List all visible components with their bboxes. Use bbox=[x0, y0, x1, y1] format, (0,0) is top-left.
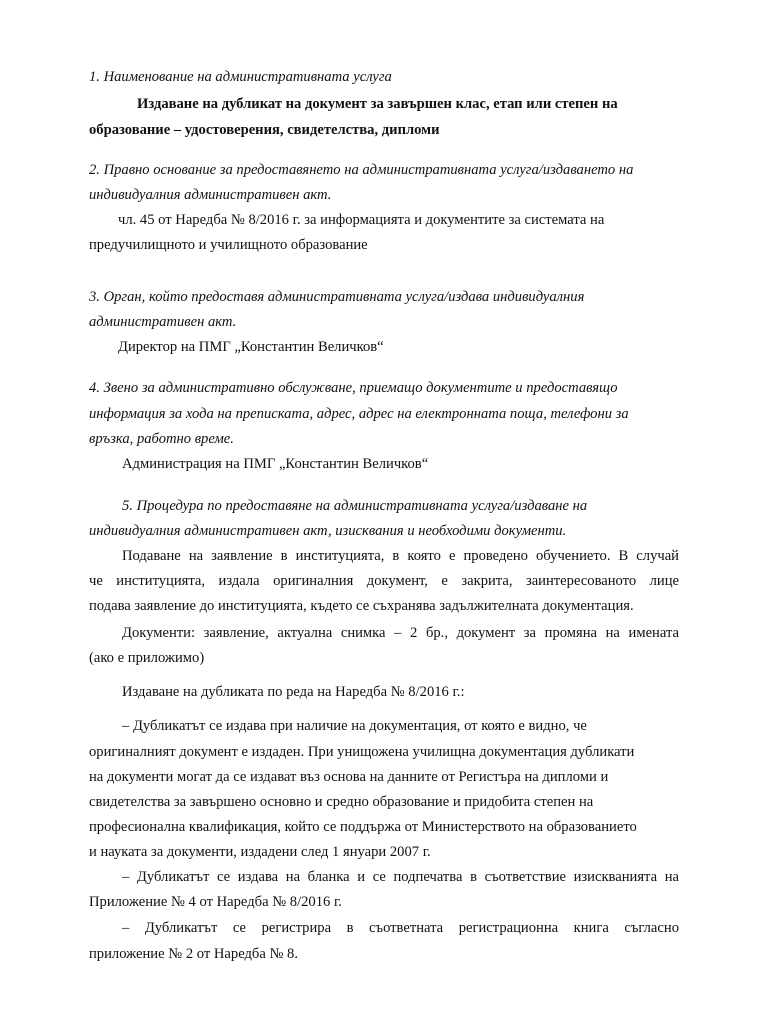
section-1-title-line-1: Издаване на дубликат на документ за завършен клас, етап или степен на bbox=[137, 96, 618, 112]
section-5-p2-line-1: Документи: заявление, актуална снимка – 2 бр., документ за промяна на имената bbox=[122, 625, 679, 641]
section-4-heading-line-2: информация за хода на преписката, адрес, адрес на електронната поща, телефони за bbox=[89, 406, 629, 422]
section-5-p4-line-5: професионална квалификация, който се поддържа от Министерството на образованието bbox=[89, 819, 637, 835]
section-5-p6-line-2: приложение № 2 от Наредба № 8. bbox=[89, 946, 298, 962]
section-5-p4-line-2: оригиналният документ е издаден. При унищожена училищна документация дубликати bbox=[89, 744, 635, 760]
section-4-heading-line-1: 4. Звено за административно обслужване, приемащо документите и предоставящо bbox=[89, 380, 618, 396]
section-5-p5-line-1: – Дубликатът се издава на бланка и се подпечатва в съответствие изискванията на bbox=[122, 869, 679, 885]
section-3-body: Директор на ПМГ „Константин Величков“ bbox=[118, 339, 384, 355]
section-1-title-line-2: образование – удостоверения, свидетелства, дипломи bbox=[89, 122, 440, 138]
section-5-p4-line-1: – Дубликатът се издава при наличие на документация, от която е видно, че bbox=[122, 718, 587, 734]
section-2-body-line-2: предучилищното и училищното образование bbox=[89, 237, 368, 253]
section-3-heading-line-2: административен акт. bbox=[89, 314, 237, 330]
section-5-p6-line-1: – Дубликатът се регистрира в съответната регистрационна книга съгласно bbox=[122, 920, 679, 936]
section-2-heading-line-2: индивидуалния административен акт. bbox=[89, 187, 332, 203]
section-5-heading-line-1: 5. Процедура по предоставяне на административната услуга/издаване на bbox=[122, 498, 588, 514]
section-5-p4-line-3: на документи могат да се издават въз основа на данните от Регистъра на дипломи и bbox=[89, 769, 609, 785]
section-3-heading-line-1: 3. Орган, който предоставя административната услуга/издава индивидуалния bbox=[89, 289, 585, 305]
section-5-p2-line-2: (ако е приложимо) bbox=[89, 650, 205, 666]
section-5-p4-line-6: и науката за документи, издадени след 1 януари 2007 г. bbox=[89, 844, 431, 860]
section-5-p4-line-4: свидетелства за завършено основно и средно образование и придобита степен на bbox=[89, 794, 594, 810]
section-4-heading-line-3: връзка, работно време. bbox=[89, 431, 234, 447]
section-5-p5-line-2: Приложение № 4 от Наредба № 8/2016 г. bbox=[89, 894, 342, 910]
section-5-p1-line-3: подава заявление до институцията, където се съхранява задължителната документация. bbox=[89, 598, 634, 614]
section-5-p3: Издаване на дубликата по реда на Наредба № 8/2016 г.: bbox=[122, 684, 465, 700]
section-4-body: Администрация на ПМГ „Константин Величков“ bbox=[122, 456, 429, 472]
section-2-heading-line-1: 2. Правно основание за предоставянето на административната услуга/издаването на bbox=[89, 162, 634, 178]
section-5-p1-line-1: Подаване на заявление в институцията, в която е проведено обучението. В случай bbox=[122, 548, 679, 564]
section-5-heading-line-2: индивидуалния административен акт, изисквания и необходими документи. bbox=[89, 523, 567, 539]
section-5-p1-line-2: че институцията, издала оригиналния документ, е закрита, заинтересованото лице bbox=[89, 573, 679, 589]
section-2-body-line-1: чл. 45 от Наредба № 8/2016 г. за информацията и документите за системата на bbox=[118, 212, 605, 228]
section-1-heading: 1. Наименование на административната услуга bbox=[89, 69, 392, 85]
